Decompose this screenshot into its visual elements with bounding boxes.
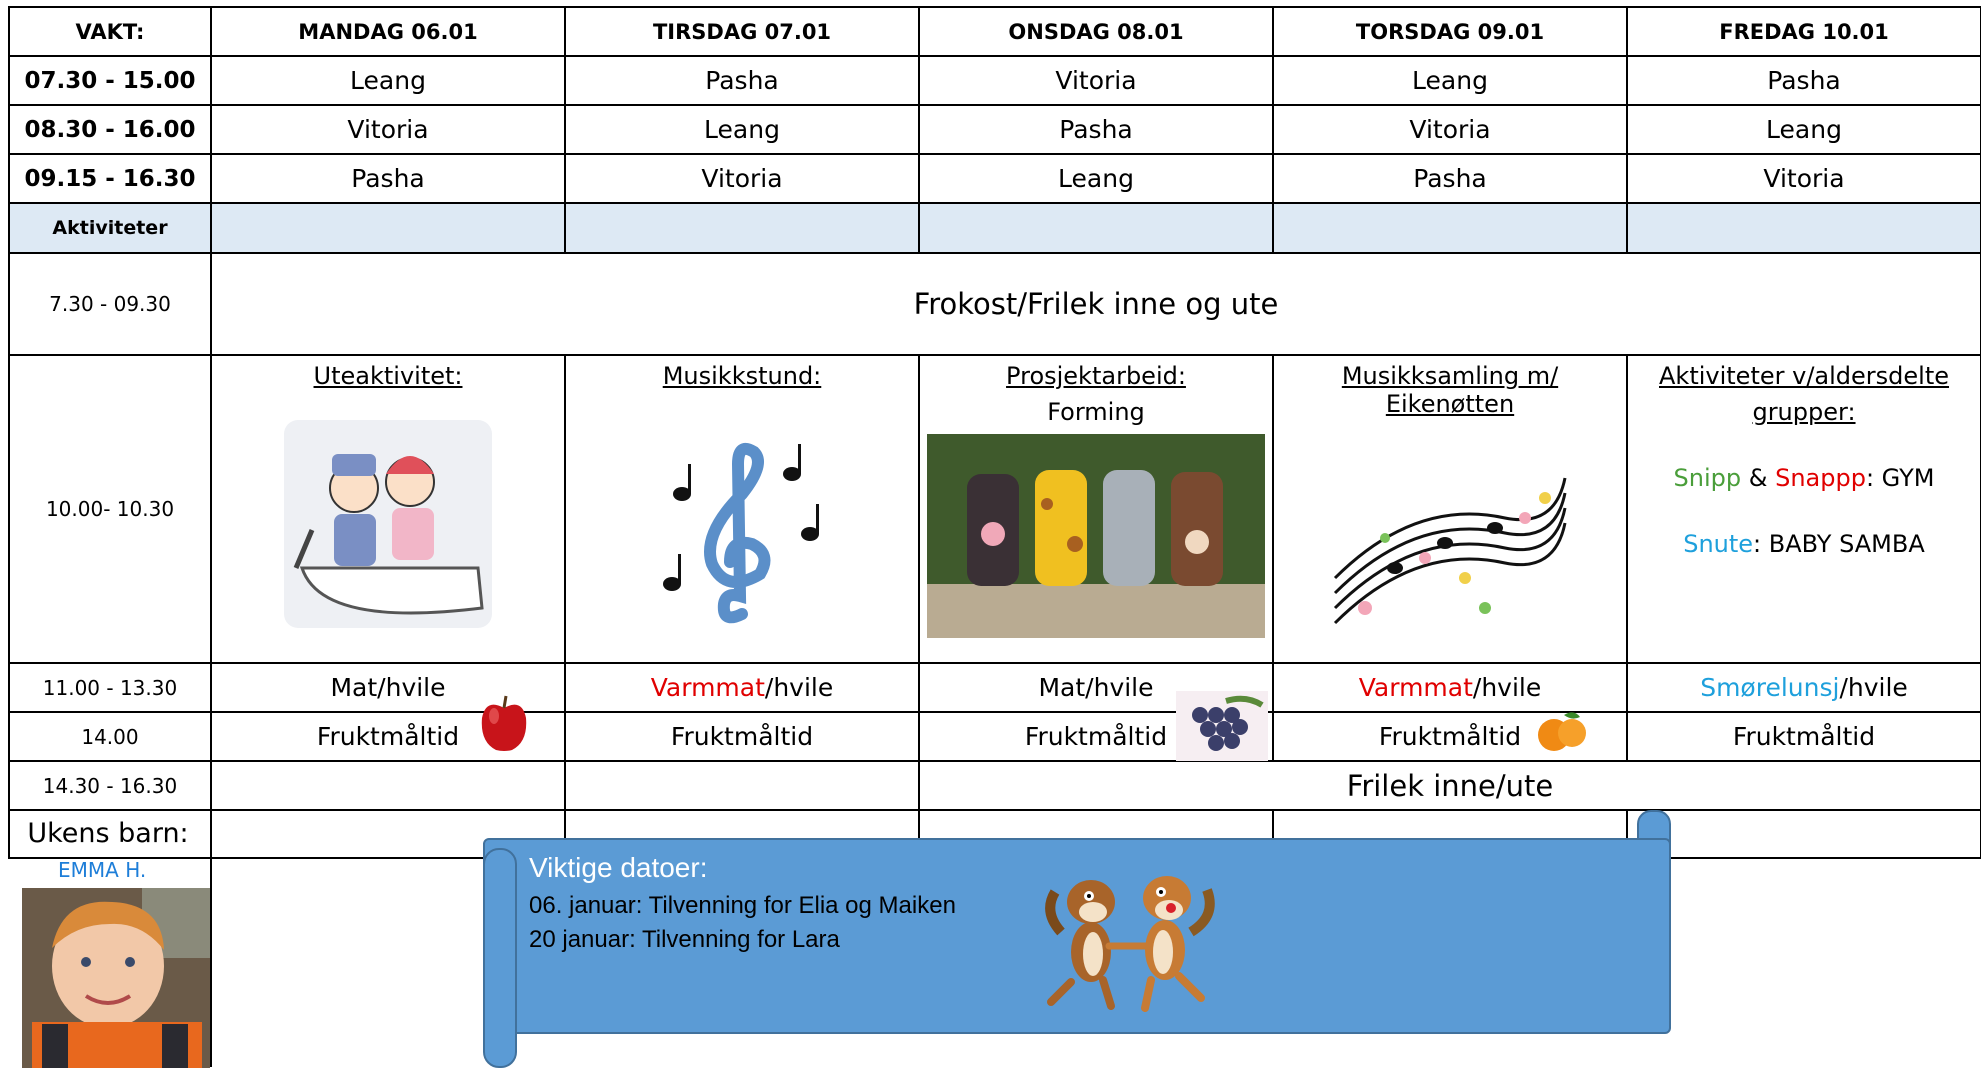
fruit-friday: Fruktmåltid (1626, 711, 1981, 762)
chipmunks-icon (1041, 862, 1221, 1012)
aktiviteter-cell (1272, 202, 1628, 254)
meal-rest: /hvile (1839, 673, 1908, 702)
shift-staff: Pasha (918, 104, 1274, 155)
afternoon-activity: Frilek inne/ute (918, 760, 1981, 811)
aktiviteter-cell (1626, 202, 1981, 254)
datoer-line: 20 januar: Tilvenning for Lara (529, 926, 840, 953)
lunch-thursday (1272, 662, 1628, 713)
shift-time: 08.30 - 16.00 (8, 104, 212, 155)
animal-crafts-photo (927, 434, 1265, 638)
meal-type: Varmmat (650, 673, 765, 702)
group-snipp: Snipp (1673, 464, 1742, 492)
aktiviteter-cell (210, 202, 566, 254)
activity-title-cont: grupper: (1752, 398, 1856, 426)
morning-time: 10.00- 10.30 (8, 354, 212, 664)
activity-subtitle: Forming (1047, 398, 1145, 426)
aktiviteter-cell (918, 202, 1274, 254)
orange-icon (1534, 707, 1590, 753)
shift-staff: Pasha (1626, 55, 1981, 106)
group-snute-name: Snute (1683, 530, 1754, 558)
group-snipp-snappp (1674, 464, 1935, 492)
lunch-monday: Mat/hvile (210, 662, 566, 713)
music-notes-icon (1325, 458, 1575, 648)
activity-wednesday (918, 354, 1274, 664)
shift-staff: Vitoria (918, 55, 1274, 106)
day-header-tuesday: TIRSDAG 07.01 (564, 6, 920, 57)
day-header-thursday: TORSDAG 09.01 (1272, 6, 1628, 57)
day-header-wednesday: ONSDAG 08.01 (918, 6, 1274, 57)
activity-tuesday (564, 354, 920, 664)
shift-staff: Pasha (1272, 153, 1628, 204)
activity-title: Prosjektarbeid: (1006, 362, 1186, 390)
group-snappp: Snappp (1775, 464, 1866, 492)
shift-staff: Vitoria (1272, 104, 1628, 155)
shift-staff: Pasha (210, 153, 566, 204)
shift-staff: Leang (564, 104, 920, 155)
fruit-tuesday: Fruktmåltid (564, 711, 920, 762)
fruit-time: 14.00 (8, 711, 212, 762)
afternoon-time: 14.30 - 16.30 (8, 760, 212, 811)
shift-staff: Leang (1272, 55, 1628, 106)
datoer-title: Viktige datoer: (529, 852, 708, 883)
lunch-friday (1626, 662, 1981, 713)
breakfast-activity: Frokost/Frilek inne og ute (210, 252, 1981, 356)
vakt-header: VAKT: (8, 6, 212, 57)
breakfast-time: 7.30 - 09.30 (8, 252, 212, 356)
fruit-thursday: Fruktmåltid (1272, 711, 1628, 762)
lunch-wednesday: Mat/hvile (918, 662, 1274, 713)
ukens-barn-label: Ukens barn: (27, 817, 189, 849)
activity-title: Aktiviteter v/aldersdelte (1659, 362, 1949, 390)
scroll-curl-left (483, 848, 517, 1068)
activity-friday (1626, 354, 1981, 664)
lunch-time: 11.00 - 13.30 (8, 662, 212, 713)
meal-type: Smørelunsj (1700, 673, 1840, 702)
shift-time: 07.30 - 15.00 (8, 55, 212, 106)
ukens-barn-name: EMMA H. (58, 858, 147, 882)
viktige-datoer-banner (483, 838, 1671, 1034)
afternoon-tuesday (564, 760, 920, 811)
column-divider (210, 857, 212, 1067)
activity-thursday (1272, 354, 1628, 664)
aktiviteter-label: Aktiviteter (8, 202, 212, 254)
shift-staff: Leang (1626, 104, 1981, 155)
empty-cell (1626, 809, 1981, 859)
shift-staff: Vitoria (564, 153, 920, 204)
group-activity-samba: : BABY SAMBA (1753, 530, 1925, 558)
activity-title: Musikksamling m/ Eikenøtten (1341, 362, 1559, 418)
meal-rest: /hvile (764, 673, 834, 702)
datoer-line: 06. januar: Tilvenning for Elia og Maiken (529, 892, 956, 919)
aktiviteter-cell (564, 202, 920, 254)
day-header-friday: FREDAG 10.01 (1626, 6, 1981, 57)
activity-title: Musikkstund: (662, 362, 822, 390)
shift-staff: Leang (918, 153, 1274, 204)
treble-clef-icon (642, 434, 842, 634)
day-header-monday: MANDAG 06.01 (210, 6, 566, 57)
lunch-tuesday (564, 662, 920, 713)
fruit-monday: Fruktmåltid (210, 711, 566, 762)
shift-staff: Pasha (564, 55, 920, 106)
child-photo (22, 888, 210, 1068)
shift-staff: Leang (210, 55, 566, 106)
group-activity-gym: : GYM (1865, 464, 1935, 492)
activity-title: Uteaktivitet: (313, 362, 463, 390)
fruit-wednesday: Fruktmåltid (918, 711, 1274, 762)
grapes-icon (1176, 691, 1268, 761)
meal-rest: /hvile (1472, 673, 1542, 702)
shift-staff: Vitoria (210, 104, 566, 155)
meal-type: Varmmat (1358, 673, 1473, 702)
group-and: & (1741, 464, 1776, 492)
shift-staff: Vitoria (1626, 153, 1981, 204)
apple-icon (478, 694, 530, 752)
group-snute (1683, 530, 1925, 558)
afternoon-monday (210, 760, 566, 811)
winter-kids-icon (282, 418, 494, 630)
activity-monday (210, 354, 566, 664)
shift-time: 09.15 - 16.30 (8, 153, 212, 204)
